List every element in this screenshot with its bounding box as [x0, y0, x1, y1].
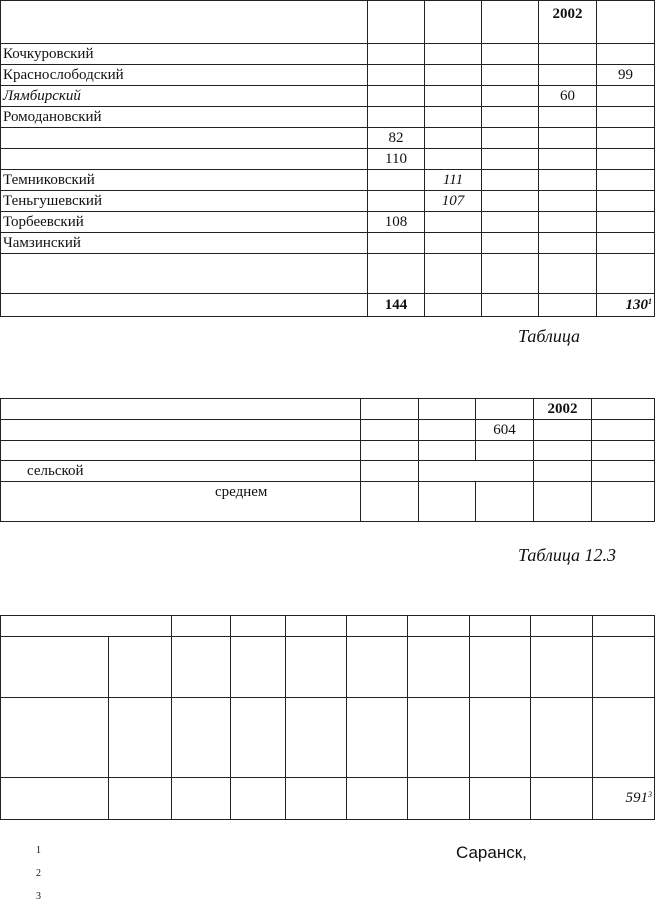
value-cell: $591^3$ — [593, 778, 655, 820]
value-cell: 110 — [368, 149, 425, 170]
total-value: 144 — [368, 294, 425, 317]
table-row — [1, 441, 655, 461]
value-cell: 108 — [368, 212, 425, 233]
total-row — [1, 294, 655, 317]
value-cell: 82 — [368, 128, 425, 149]
table-row — [1, 637, 655, 698]
row-label: сельской — [1, 461, 361, 482]
district-name: Чамзинский — [1, 233, 368, 254]
value-cell: 60 — [539, 86, 597, 107]
value-cell: 604 — [476, 420, 534, 441]
table-row — [1, 170, 655, 191]
footnote-marker: 2 — [36, 868, 41, 879]
value-cell: 99 — [597, 65, 655, 86]
table-row — [1, 233, 655, 254]
table-row — [1, 149, 655, 170]
table-row — [1, 461, 655, 482]
table-row — [1, 65, 655, 86]
table-row — [1, 86, 655, 107]
footnote-marker: 1 — [36, 845, 41, 856]
footnote-marker: 3 — [36, 891, 41, 902]
table-row — [1, 698, 655, 778]
table-caption: Таблица 12.3 — [518, 545, 617, 565]
value-cell: 107 — [425, 191, 482, 212]
district-name: Лямбирский — [1, 86, 368, 107]
row-label: среднем — [1, 482, 361, 522]
header-year: 2002 — [539, 1, 597, 44]
table-row — [1, 191, 655, 212]
table-row — [1, 107, 655, 128]
table-2 — [0, 398, 655, 522]
header-year: 2002 — [534, 399, 592, 420]
total-value: $130^1$ — [597, 294, 655, 317]
table-row — [1, 482, 655, 522]
table-row — [1, 254, 655, 294]
table-row — [1, 778, 655, 820]
table-row — [1, 44, 655, 65]
city-name: Саранск, — [456, 843, 527, 862]
district-name: Кочкуровский — [1, 44, 368, 65]
table-1 — [0, 0, 655, 317]
value-cell: 111 — [425, 170, 482, 191]
district-name: Ромодановский — [1, 107, 368, 128]
district-name: Теньгушевский — [1, 191, 368, 212]
table-3 — [0, 615, 655, 820]
table-caption: Таблица — [518, 326, 581, 346]
table-row — [1, 212, 655, 233]
header-cell — [1, 1, 368, 44]
table-row — [1, 420, 655, 441]
district-name: Торбеевский — [1, 212, 368, 233]
table-row — [1, 128, 655, 149]
district-name: Краснослободский — [1, 65, 368, 86]
district-name: Темниковский — [1, 170, 368, 191]
